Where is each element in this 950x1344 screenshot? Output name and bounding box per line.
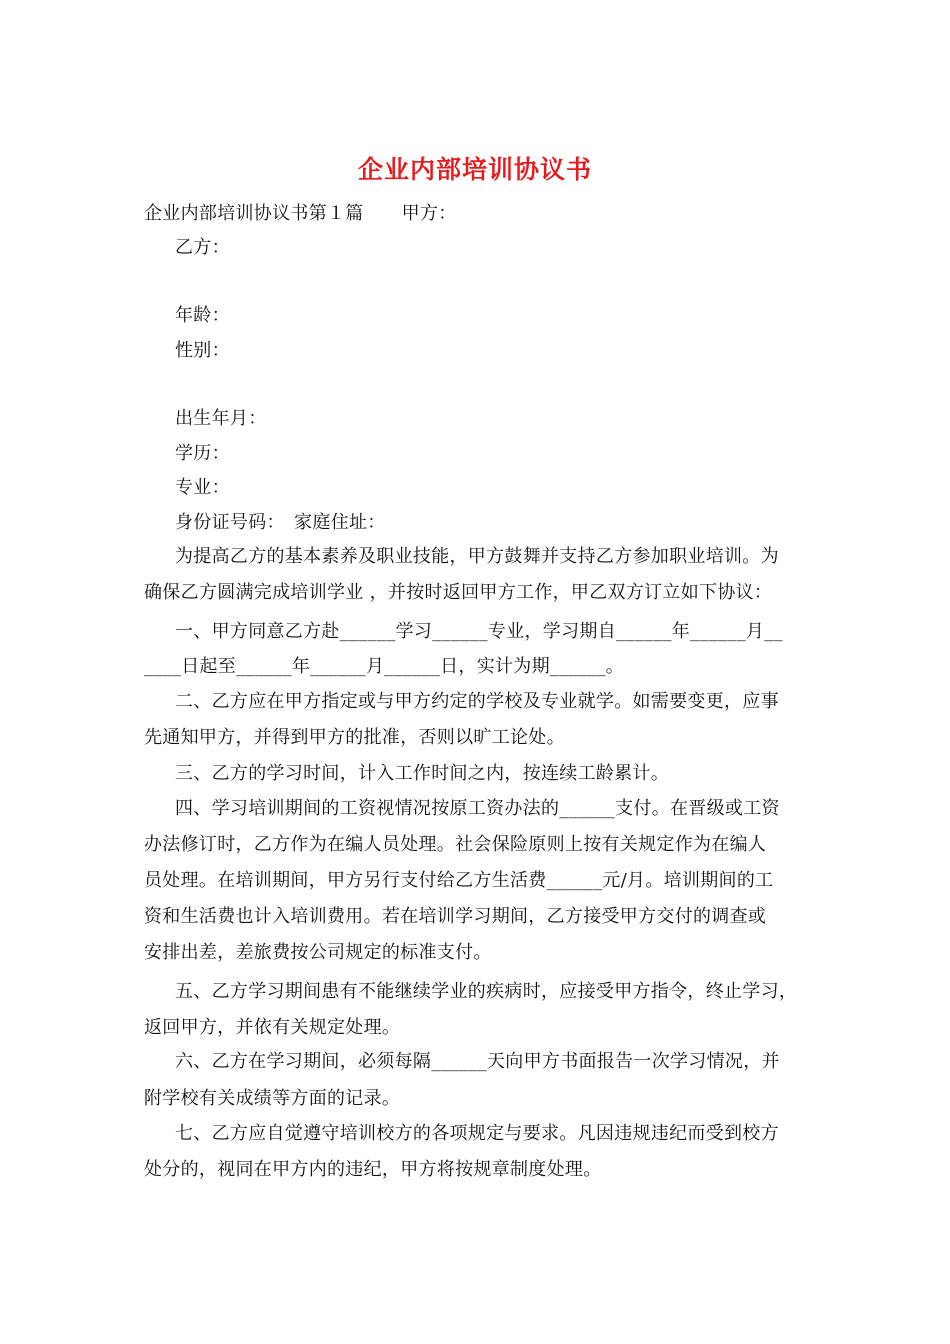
birth-date-label: 出生年月： (175, 408, 267, 429)
clause-4-line: 办法修订时，乙方作为在编人员处理。社会保险原则上按有关规定作为在编人 (144, 834, 767, 855)
clause-5-line: 五、乙方学习期间患有不能继续学业的疾病时，应接受甲方指令，终止学习， (175, 981, 798, 1002)
education-label: 学历： (175, 443, 230, 464)
id-address-label: 身份证号码： 家庭住址： (175, 512, 386, 533)
clause-2-line: 二、乙方应在甲方指定或与甲方约定的学校及专业就学。如需要变更，应事 (175, 691, 779, 712)
clause-6-line: 六、乙方在学习期间，必须每隔______天向甲方书面报告一次学习情况，并 (175, 1051, 780, 1072)
age-label: 年龄： (175, 305, 230, 326)
clause-4-line: 员处理。在培训期间，甲方另行支付给乙方生活费______元/月。培训期间的工 (144, 870, 774, 891)
doc-subtitle: 企业内部培训协议书第１篇 (144, 203, 364, 224)
clause-7-line: 处分的，视同在甲方内的违纪，甲方将按规章制度处理。 (144, 1159, 602, 1180)
clause-1-line: ____日起至______年______月______日，实计为期______。 (144, 656, 624, 677)
clause-7-line: 七、乙方应自觉遵守培训校方的各项规定与要求。凡因违规违纪而受到校方 (175, 1123, 779, 1144)
paragraph-line: 确保乙方圆满完成培训学业 ，并按时返回甲方工作，甲乙双方订立如下协议： (144, 582, 773, 603)
clause-3-line: 三、乙方的学习时间，计入工作时间之内，按连续工龄累计。 (175, 763, 670, 784)
gender-label: 性别： (175, 340, 230, 361)
major-label: 专业： (175, 477, 230, 498)
clause-6-line: 附学校有关成绩等方面的记录。 (144, 1088, 401, 1109)
clause-4-line: 资和生活费也计入培训费用。若在培训学习期间，乙方接受甲方交付的调查或 (144, 906, 767, 927)
clause-2-line: 先通知甲方，并得到甲方的批准，否则以旷工论处。 (144, 727, 565, 748)
paragraph-line: 为提高乙方的基本素养及职业技能，甲方鼓舞并支持乙方参加职业培训。为 (175, 546, 779, 567)
clause-4-line: 四、学习培训期间的工资视情况按原工资办法的______支付。在晋级或工资 (175, 798, 780, 819)
party-b-label: 乙方： (175, 237, 230, 258)
clause-4-line: 安排出差，差旅费按公司规定的标准支付。 (144, 942, 492, 963)
doc-heading-line (144, 202, 457, 226)
document-title: 企业内部培训协议书 (357, 155, 592, 184)
clause-5-line: 返回甲方，并依有关规定处理。 (144, 1017, 401, 1038)
clause-1-line: 一、甲方同意乙方赴______学习______专业，学习期自______年______月__ (175, 621, 783, 642)
party-a-label: 甲方： (401, 203, 457, 224)
